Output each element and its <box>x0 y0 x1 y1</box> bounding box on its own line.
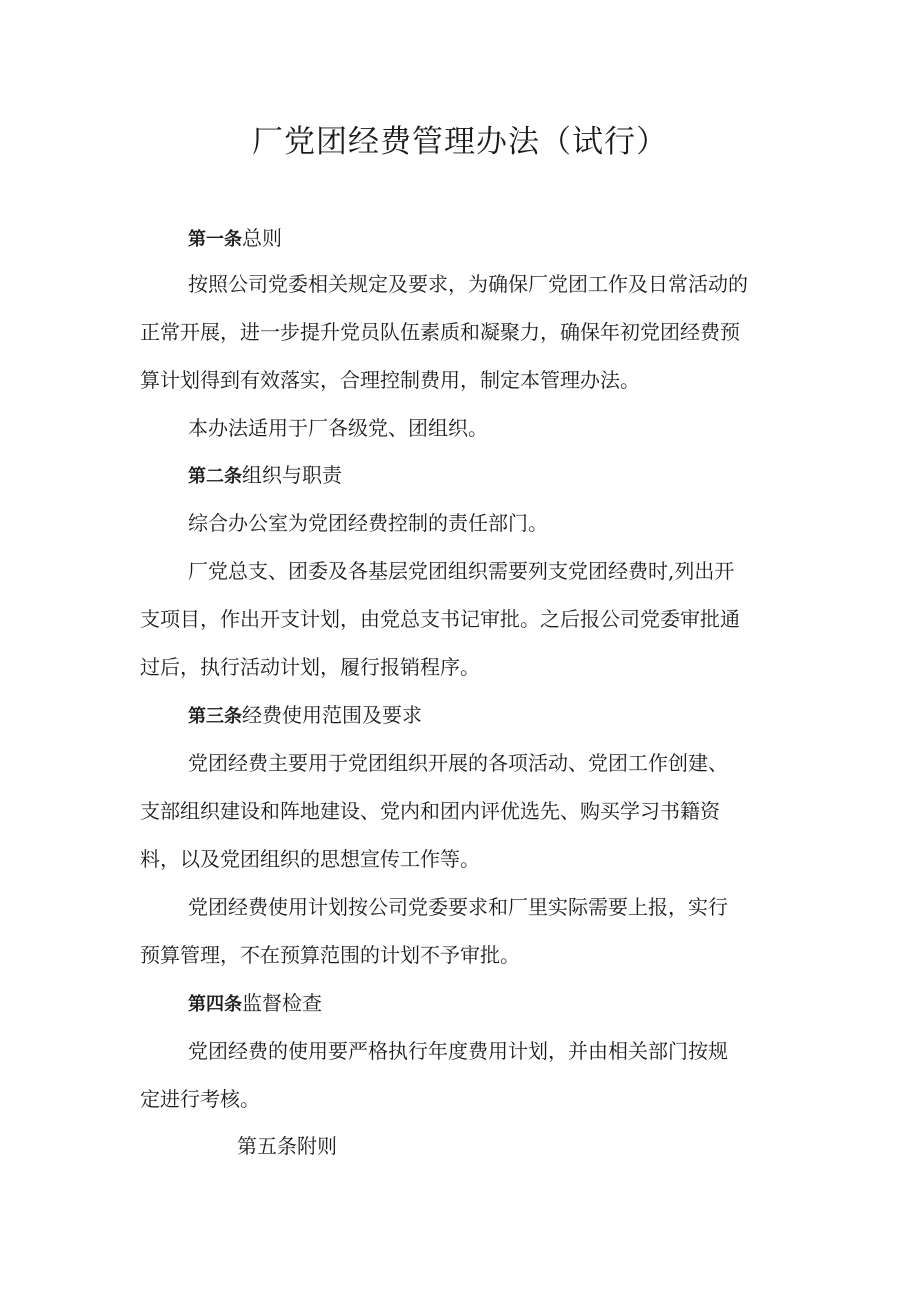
paragraph-line: 定进行考核。 <box>140 1087 260 1111</box>
paragraph-line: 过后，执行活动计划，履行报销程序。 <box>140 655 480 679</box>
section-heading <box>188 226 800 252</box>
paragraph-line: 党团经费的使用要严格执行年度费用计划，并由相关部门按规 <box>188 1039 728 1063</box>
paragraph-line: 支项目，作出开支计划，由党总支书记审批。之后报公司党委审批通 <box>140 607 740 631</box>
paragraph-line: 支部组织建设和阵地建设、党内和团内评优选先、购买学习书籍资 <box>140 799 720 823</box>
paragraph-line: 党团经费使用计划按公司党委要求和厂里实际需要上报，实行 <box>188 895 728 919</box>
section-title: 经费使用范围及要求 <box>242 703 422 727</box>
section-heading <box>188 703 800 729</box>
section-label: 第三条 <box>188 706 242 727</box>
paragraph-line: 正常开展，进一步提升党员队伍素质和凝聚力，确保年初党团经费预 <box>140 320 740 344</box>
paragraph-line: 预算管理，不在预算范围的计划不予审批。 <box>140 943 520 967</box>
section-title: 组织与职责 <box>242 463 342 487</box>
paragraph-line: 本办法适用于厂各级党、团组织。 <box>188 416 488 440</box>
section-label: 第一条 <box>188 229 242 250</box>
section-label: 第二条 <box>188 466 242 487</box>
paragraph-line: 厂党总支、团委及各基层党团组织需要列支党团经费时,列出开 <box>188 559 735 583</box>
section-title: 总则 <box>242 226 282 250</box>
section-label: 第四条 <box>188 994 242 1015</box>
paragraph-line: 料，以及党团组织的思想宣传工作等。 <box>140 847 480 871</box>
paragraph-line: 综合办公室为党团经费控制的责任部门。 <box>188 511 548 535</box>
section-heading-final: 第五条附则 <box>237 1134 337 1158</box>
paragraph-line: 按照公司党委相关规定及要求，为确保厂党团工作及日常活动的 <box>188 272 748 296</box>
paragraph-line: 党团经费主要用于党团组织开展的各项活动、党团工作创建、 <box>188 751 728 775</box>
document-title: 厂党团经费管理办法（试行） <box>252 124 668 160</box>
paragraph-line: 算计划得到有效落实，合理控制费用，制定本管理办法。 <box>140 368 640 392</box>
section-heading <box>188 991 800 1017</box>
section-heading <box>188 463 800 489</box>
section-title: 监督检查 <box>242 991 322 1015</box>
